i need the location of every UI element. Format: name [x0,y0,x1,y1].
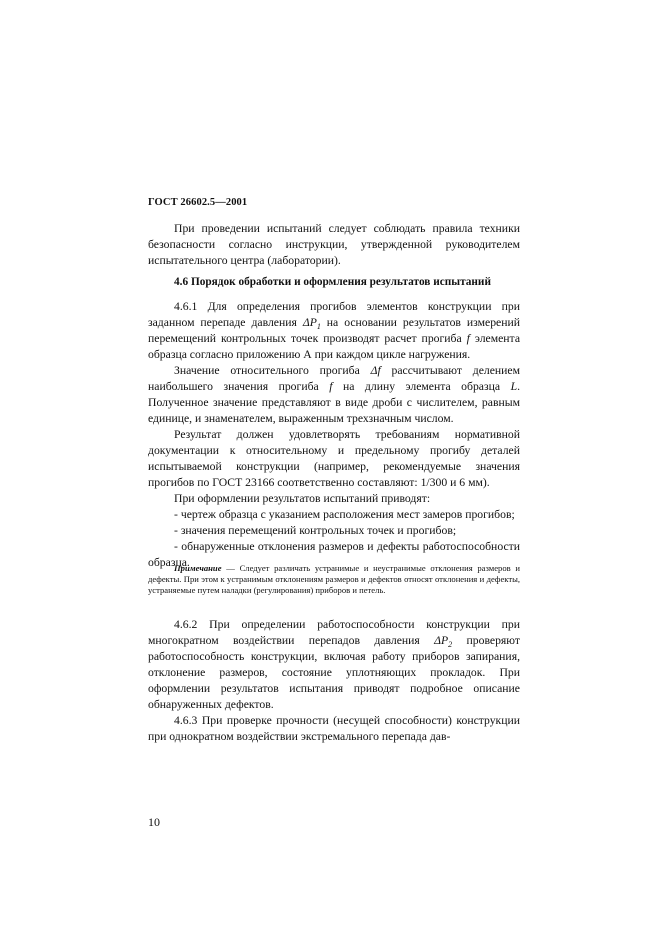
rel-text-4: . Полученное значение представляют в виде дроби с числителем, равным единице, и знаменателем, выраженным трехзначным числом. [148,380,520,425]
section-body-continued [148,617,520,745]
paragraph-4-6-1 [148,299,520,363]
delta-f-symbol: Δf [370,364,381,377]
document-header-code: ГОСТ 26602.5—2001 [148,197,248,208]
paragraph-4-6-2 [148,617,520,713]
paragraph-report: При оформлении результатов испытаний приводят: [174,492,431,505]
rel-text-3: на длину элемента образца [332,380,511,393]
p462-text-a: 4.6.2 При определении работоспособности конструкции при многократном воздействии перепадов давления [148,618,520,647]
paragraph-result: Результат должен удовлетворять требованиям нормативной документации к относительному и предельному прогибу деталей испытываемой конструкции (например, рекомендуемые значения прогибов по ГОСТ 23166 соответственно составляют: 1/300 и 6 мм). [148,428,520,489]
rel-text-1: Значение относительного прогиба [174,364,371,377]
page-number: 10 [148,815,160,829]
note-block [148,563,520,595]
f-symbol-2: f [329,380,333,393]
p461-text-b: на основании результатов измерений перемещений контрольных точек производят расчет прогиба [148,316,520,345]
p461-text-a: 4.6.1 Для определения прогибов элементов конструкции при заданном перепаде давления [148,300,520,329]
paragraph-4-6-3: 4.6.3 При проверке прочности (несущей способности) конструкции при однократном воздействии экстремального перепада дав- [148,714,520,743]
note-label: Примечание [174,563,222,573]
intro-block [148,221,520,269]
intro-paragraph: При проведении испытаний следует соблюдать правила техники безопасности согласно инструкции, утвержденной руководителем испытательного центра (лаборатории). [148,222,520,267]
rel-text-2: рассчитывают делением наибольшего значения прогиба [148,364,521,393]
delta-p1-symbol: $\Delta P_1$ [302,316,321,331]
f-symbol: f [466,332,470,345]
p461-text-c: элемента образца согласно приложению А при каждом цикле нагружения. [148,332,521,361]
bullet-item: - значения перемещений контрольных точек и прогибов; [174,524,457,537]
section-body [148,299,520,571]
bullet-item: - обнаруженные отклонения размеров и дефекты работоспособности образца. [148,540,520,569]
l-symbol: L [510,380,518,393]
paragraph-relative-deflection [148,363,520,427]
note-text: — Следует различать устранимые и неустранимые отклонения размеров и дефекты. При этом к устранимым отклонениям размеров и дефектов относят отклонения и дефекты, устраняемые путем наладки (регулирования) приборов и петель. [148,563,520,595]
bullet-item: - чертеж образца с указанием расположения мест замеров прогибов; [174,508,515,521]
delta-p2-symbol: $\Delta P_2$ [434,634,453,649]
section-heading: 4.6 Порядок обработки и оформления результатов испытаний [174,276,491,288]
p462-text-b: проверяют работоспособность конструкции, включая работу приборов запирания, отклонение размеров, состояние уплотняющих прокладок. При оформлении результатов испытания приводят подробное описание обнаруженных дефектов. [148,634,520,711]
